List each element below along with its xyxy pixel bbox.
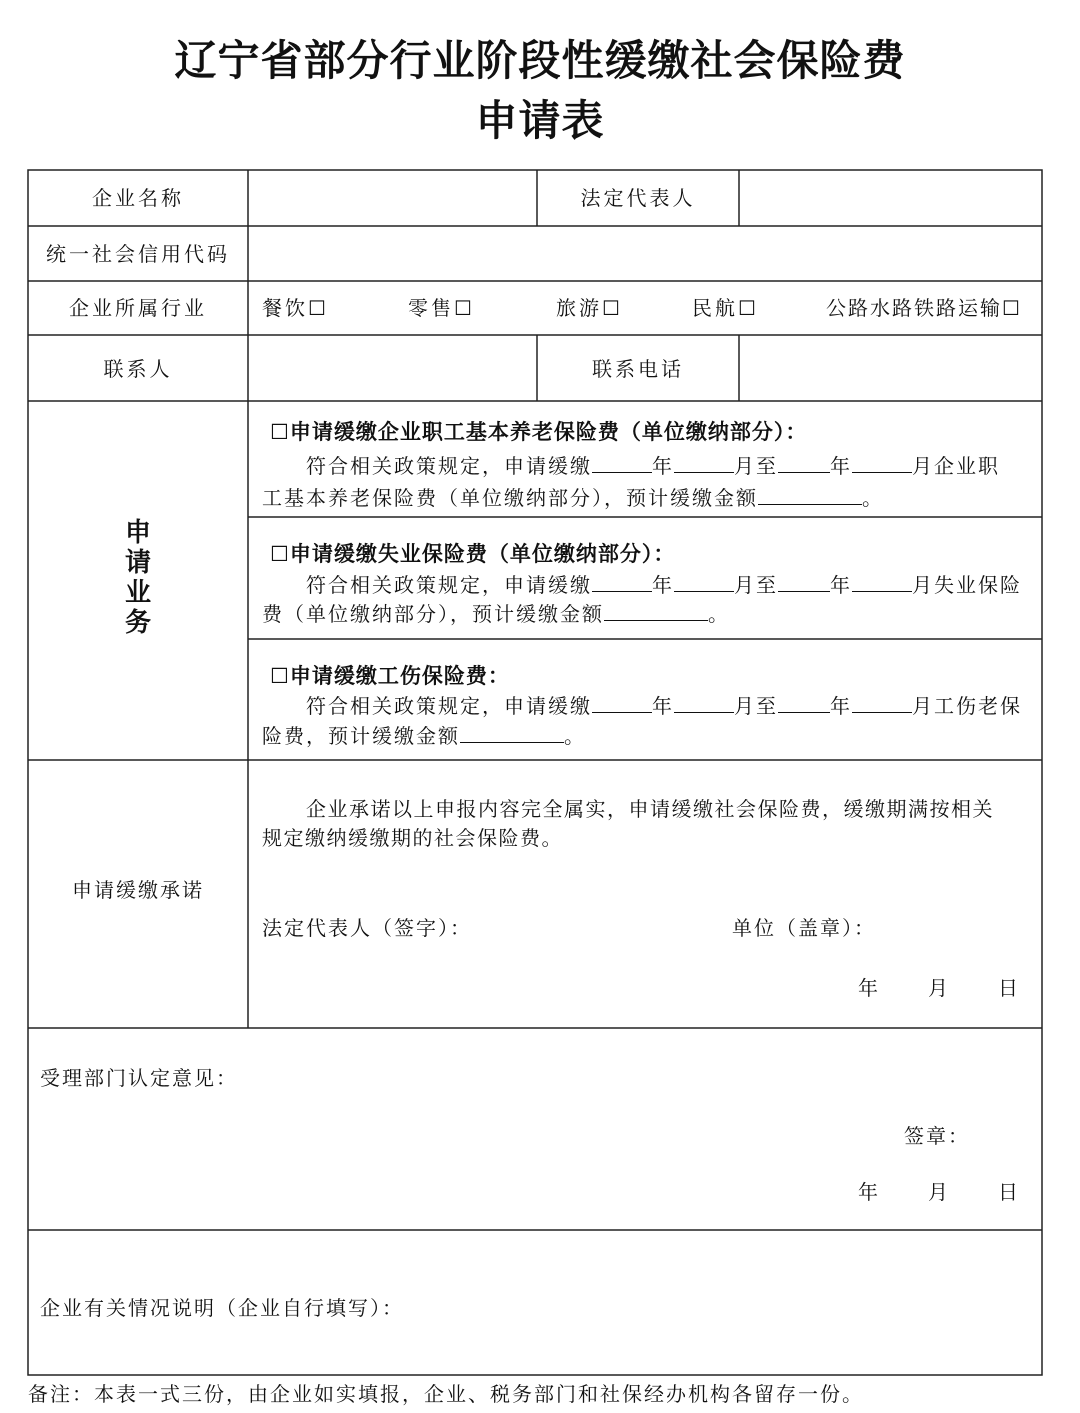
legal-rep-signature-label: 法定代表人（签字）： — [262, 916, 472, 940]
injury-line1-prefix: 符合相关政策规定，申请缓缴 — [306, 694, 592, 718]
application-label: 申 请 业 务 — [124, 518, 151, 638]
company-name-field[interactable] — [250, 172, 535, 224]
unemployment-line1-suffix: 月失业保险 — [912, 573, 1022, 597]
form-title-line2: 申请表 — [475, 96, 605, 145]
pension-line2-suffix: 。 — [862, 486, 884, 510]
injury-end-year-blank[interactable] — [778, 692, 830, 713]
unemployment-line2-suffix: 。 — [708, 602, 730, 626]
company-name-label: 企业名称 — [92, 186, 184, 210]
commitment-day: 日 — [998, 976, 1020, 1000]
industry-option-catering[interactable]: 餐饮☐ — [262, 296, 329, 320]
injury-start-month-blank[interactable] — [674, 692, 734, 713]
contact-phone-label: 联系电话 — [592, 357, 684, 381]
pension-start-month-blank[interactable] — [674, 452, 734, 473]
commitment-text-line1: 企业承诺以上申报内容完全属实，申请缓缴社会保险费，缓缴期满按相关 — [306, 797, 994, 821]
injury-year1: 年 — [652, 694, 674, 718]
form-title-line1: 辽宁省部分行业阶段性缓缴社会保险费 — [174, 36, 906, 85]
pension-line1 — [306, 450, 1000, 479]
pension-heading[interactable]: ☐申请缓缴企业职工基本养老保险费（单位缴纳部分）： — [270, 420, 808, 444]
department-seal-label: 签章： — [904, 1124, 970, 1148]
explanation-label: 企业有关情况说明（企业自行填写）： — [40, 1296, 404, 1320]
legal-rep-field[interactable] — [741, 172, 1040, 224]
credit-code-field[interactable] — [250, 228, 1040, 279]
commitment-label: 申请缓缴承诺 — [72, 878, 204, 902]
unemployment-end-year-blank[interactable] — [778, 571, 830, 592]
unemployment-heading[interactable]: ☐申请缓缴失业保险费（单位缴纳部分）： — [270, 542, 676, 566]
explanation-field[interactable] — [30, 1232, 1040, 1373]
injury-end-month-blank[interactable] — [852, 692, 912, 713]
department-opinion-label: 受理部门认定意见： — [40, 1066, 238, 1090]
unemployment-start-month-blank[interactable] — [674, 571, 734, 592]
unemployment-line1 — [306, 569, 1022, 598]
injury-line2 — [262, 720, 586, 749]
unemployment-line2 — [262, 598, 730, 627]
industry-option-aviation[interactable]: 民航☐ — [692, 296, 759, 320]
department-day: 日 — [998, 1180, 1020, 1204]
unemployment-month1: 月至 — [734, 573, 778, 597]
pension-end-year-blank[interactable] — [778, 452, 830, 473]
industry-option-transport[interactable]: 公路水路铁路运输☐ — [826, 296, 1022, 320]
injury-line2-prefix: 险费，预计缓缴金额 — [262, 724, 460, 748]
industry-label: 企业所属行业 — [69, 296, 207, 320]
pension-end-month-blank[interactable] — [852, 452, 912, 473]
department-month: 月 — [928, 1180, 950, 1204]
injury-line1-suffix: 月工伤老保 — [912, 694, 1022, 718]
unemployment-end-month-blank[interactable] — [852, 571, 912, 592]
department-year: 年 — [858, 1180, 880, 1204]
unemployment-line2-prefix: 费（单位缴纳部分），预计缓缴金额 — [262, 602, 604, 626]
commitment-year: 年 — [858, 976, 880, 1000]
contact-phone-field[interactable] — [741, 337, 1040, 399]
pension-month1: 月至 — [734, 454, 778, 478]
injury-amount-blank[interactable] — [460, 722, 564, 743]
pension-line1-prefix: 符合相关政策规定，申请缓缴 — [306, 454, 592, 478]
contact-field[interactable] — [250, 337, 535, 399]
unemployment-year2: 年 — [830, 573, 852, 597]
injury-line2-suffix: 。 — [564, 724, 586, 748]
pension-line2 — [262, 482, 884, 511]
pension-start-year-blank[interactable] — [592, 452, 652, 473]
unit-seal-label: 单位（盖章）： — [732, 916, 876, 940]
pension-year2: 年 — [830, 454, 852, 478]
industry-option-retail[interactable]: 零售☐ — [408, 296, 475, 320]
credit-code-label: 统一社会信用代码 — [46, 242, 230, 266]
injury-start-year-blank[interactable] — [592, 692, 652, 713]
injury-year2: 年 — [830, 694, 852, 718]
industry-option-tourism[interactable]: 旅游☐ — [556, 296, 623, 320]
footnote: 备注：本表一式三份，由企业如实填报，企业、税务部门和社保经办机构各留存一份。 — [28, 1382, 864, 1406]
pension-year1: 年 — [652, 454, 674, 478]
unemployment-start-year-blank[interactable] — [592, 571, 652, 592]
pension-amount-blank[interactable] — [758, 484, 862, 505]
injury-heading[interactable]: ☐申请缓缴工伤保险费： — [270, 664, 510, 688]
injury-month1: 月至 — [734, 694, 778, 718]
legal-rep-label: 法定代表人 — [580, 186, 696, 210]
unemployment-year1: 年 — [652, 573, 674, 597]
commitment-month: 月 — [928, 976, 950, 1000]
pension-line1-suffix: 月企业职 — [912, 454, 1000, 478]
pension-line2-prefix: 工基本养老保险费（单位缴纳部分），预计缓缴金额 — [262, 486, 758, 510]
commitment-text-line2: 规定缴纳缓缴期的社会保险费。 — [262, 826, 563, 850]
unemployment-amount-blank[interactable] — [604, 600, 708, 621]
unemployment-line1-prefix: 符合相关政策规定，申请缓缴 — [306, 573, 592, 597]
injury-line1 — [306, 690, 1022, 719]
contact-label: 联系人 — [103, 357, 173, 381]
